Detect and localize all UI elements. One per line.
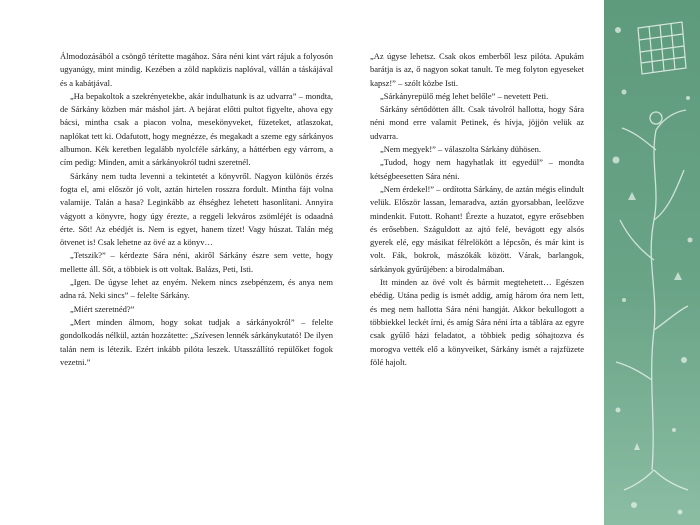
decorative-illustration-panel (604, 0, 700, 525)
paragraph: Itt minden az övé volt és bármit megtehetett… Egészen ebédig. Utána pedig is ismét addig, amíg három óra nem lett, és meg nem hallotta Sára néni hangját. Akkor bekullogott a többiekkel leckét írni, és amíg Sára néni írta a táblára az egyre csak gyűlő házi feladatot, a többiek pedig sóhajtozva és morogva vették elő a könyveiket, Sárkány ismét a rajzfüzete fölé hajolt. (370, 277, 584, 367)
paragraph: „Tudod, hogy nem hagyhatlak itt egyedül” – mondta kétségbeesetten Sára néni. (370, 157, 584, 181)
paragraph: Sárkány nem tudta levenni a tekintetét a könyvről. Nagyon különös érzés fogta el, ami először jó volt, aztán hirtelen rosszra fordult. Mintha fájt volna valamije. Talán a hasa? Leginkább az éhséghez lehetett hasonlítani. Annyira vágyott a könyvre, hogy úgy érezte, a reggeli lekváros zsömléjét is odaadná érte. Sőt! Az ebédjét is. Nem is egyet, hanem tízet! Vagy húszat. Talán még ötvenet is! Csak lehetne az övé az a könyv… (60, 170, 333, 248)
paragraph: „Az úgyse lehetsz. Csak okos emberből lesz pilóta. Apukám barátja is az, ő nagyon sokat tanult. Te meg folyton egyeseket kapsz!” – szólt közbe Isti. (370, 51, 584, 88)
paragraph: „Ha bepakoltok a szekrényetekbe, akár indulhatunk is az udvarra” – mondta, de Sárkány közben már máshol járt. A bejárat előtti pultot figyelte, ahova egy bácsi, mintha csak a piacon volna, mesekönyveket, füzeteket, atlaszokat, naplókat tett ki. Odafutott, hogy megnézze, és megakadt a szeme egy sárkányos albumon. Kék keretben legalább nyolcféle sárkány, a háttérben egy várrom, a cím pedig: Minden, amit a sárkányokról tudni szeretnél. (60, 90, 333, 168)
paragraph: „Tetszik?” – kérdezte Sára néni, akiről Sárkány észre sem vette, hogy mellette áll. Sőt, a többiek is ott voltak. Balázs, Peti, Isti. (60, 250, 333, 274)
paragraph: „Nem érdekel!” – ordította Sárkány, de aztán mégis elindult velük. Először lassan, lemaradva, aztán gyorsabban, leelőzve mindenkit. Futott. Rohant! Érezte a huzatot, egyre erősebben és erősebben. Száguldott az ajtó felé, bevágott egy alsós gyerek elé, egy másikat félrelökött a lépcsőn, és már kint is volt. Fák, bokrok, mászókák között. Várak, barlangok, sárkányok gyűrűjében: a birodalmában. (370, 183, 584, 274)
paragraph: „Nem megyek!” – válaszolta Sárkány dühösen. (380, 144, 541, 155)
paragraph: „Sárkányrepülő még lehet belőle” – nevetett Peti. (380, 90, 549, 101)
paragraph: „Igen. De úgyse lehet az enyém. Nekem nincs zsebpénzem, és anya nem adna rá. Neki sincs” – felelte Sárkány. (60, 277, 333, 301)
paragraph: Álmodozásából a csöngő térítette magához. Sára néni kint várt rájuk a folyosón ugyanúgy, mint mindig. Kezében a zöld napközis naplóval, vállán a táskájával és a kabátjával. (60, 51, 333, 88)
right-text-column (370, 50, 584, 369)
paragraph: „Miért szeretnéd?” (70, 303, 135, 314)
paragraph: Sárkány sértődötten állt. Csak távolról hallotta, hogy Sára néni mond erre valamit Petinek, és hívja, jöjjön velük az udvarra. (370, 104, 584, 141)
left-text-column (60, 50, 333, 369)
paragraph: „Mert minden álmom, hogy sokat tudjak a sárkányokról” – felelte gondolkodás nélkül, aztán hozzátette: „Szívesen lennék sárkánykutató! De ilyen talán nem is létezik. Ezért inkább pilóta leszek. Utasszállító repülőket fogok vezetni.” (60, 316, 333, 367)
